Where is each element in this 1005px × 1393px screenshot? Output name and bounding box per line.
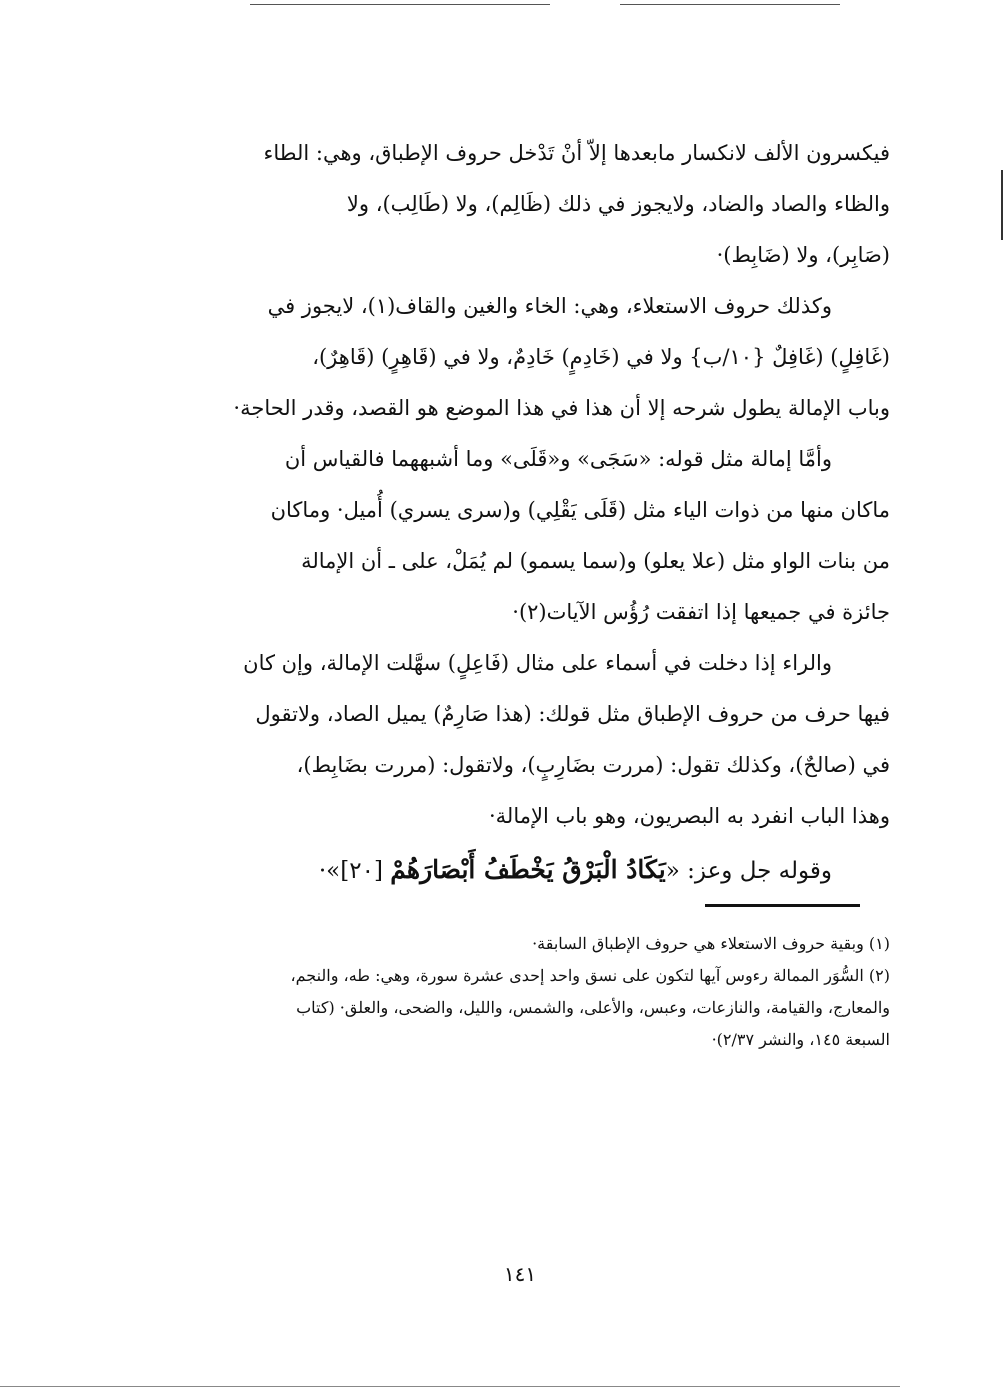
text-line: والظاء والصاد والضاد، ولايجوز في ذلك (ظَالِم)، ولا (طَالِب)، ولا [346,192,890,216]
text-line: وكذلك حروف الاستعلاء، وهي: الخاء والغين والقاف(١)، لايجوز في [267,294,832,318]
footnote-line: السبعة ١٤٥، والنشر ٢/٣٧)· [711,1030,890,1049]
text-line: وأمَّا إمالة مثل قوله: «سَجَى» و«قَلَى» وما أشبههما فالقياس أن [284,447,832,471]
page-number: ١٤١ [503,1262,537,1286]
footnote-line: والمعارج، والقيامة، والنازعات، وعبس، والأعلى، والشمس، والليل، والضحى، والعلق· (كتاب [296,998,890,1017]
text-line: جائزة في جميعها إذا اتفقت رُؤُس الآيات(٢)· [512,600,890,624]
footnotes [190,928,890,1056]
scan-edge-line [0,1386,900,1387]
text-line: والراء إذا دخلت في أسماء على مثال (فَاعِلٍ) سهَّلت الإمالة، وإن كان [243,651,832,675]
text-line: وباب الإمالة يطول شرحه إلا أن هذا في هذا الموضع هو القصد، وقدر الحاجة· [233,396,890,420]
text-line: (غَافِلٍ) (غَافِلٌ {١٠/ب} ولا في (خَادِمٍ) خَادِمٌ، ولا في (قَاهِرٍ) (قَاهِرٌ)، [312,345,890,369]
scan-edge-line [620,4,840,5]
scan-edge-mark [1001,170,1003,240]
footnote-line: (٢) السُّوَر الممالة رءوس آيها لتكون على نسق واحد إحدى عشرة سورة، وهي: طه، والنجم، [290,966,890,985]
text-line: في (صالحٌ)، وكذلك تقول: (مررت بضَارِبٍ)، ولاتقول: (مررت بضَابِط)، [296,753,890,777]
scan-edge-line [250,4,550,5]
verse-reference: [٢٠]»· [318,858,391,884]
quran-citation-line [190,842,890,898]
text-line: من بنات الواو مثل (علا يعلو) و(سما يسمو) لم يُمَلْ، على ـ أن الإمالة [301,549,890,573]
quran-intro: وقوله جل وعز: « [665,858,832,884]
text-line: وهذا الباب انفرد به البصريون، وهو باب الإمالة· [488,804,890,828]
text-line: (صَابِر)، ولا (ضَابِط)· [716,243,890,267]
footnote-separator [705,904,860,907]
quran-verse: يَكَادُ الْبَرْقُ يَخْطَفُ أَبْصَارَهُمْ [390,855,666,884]
main-text [190,128,890,898]
text-line: فيكسرون الألف لانكسار مابعدها إلاّ أنْ تَدْخل حروف الإطباق، وهي: الطاء [263,141,890,165]
text-line: ماكان منها من ذوات الياء مثل (قَلَى يَقْلِي) و(سرى يسري) أُميل· وماكان [270,498,890,522]
footnote-line: (١) وبقية حروف الاستعلاء هي حروف الإطباق السابقة· [532,934,890,953]
text-line: فيها حرف من حروف الإطباق مثل قولك: (هذا صَارِمٌ) يميل الصاد، ولاتقول [255,702,890,726]
